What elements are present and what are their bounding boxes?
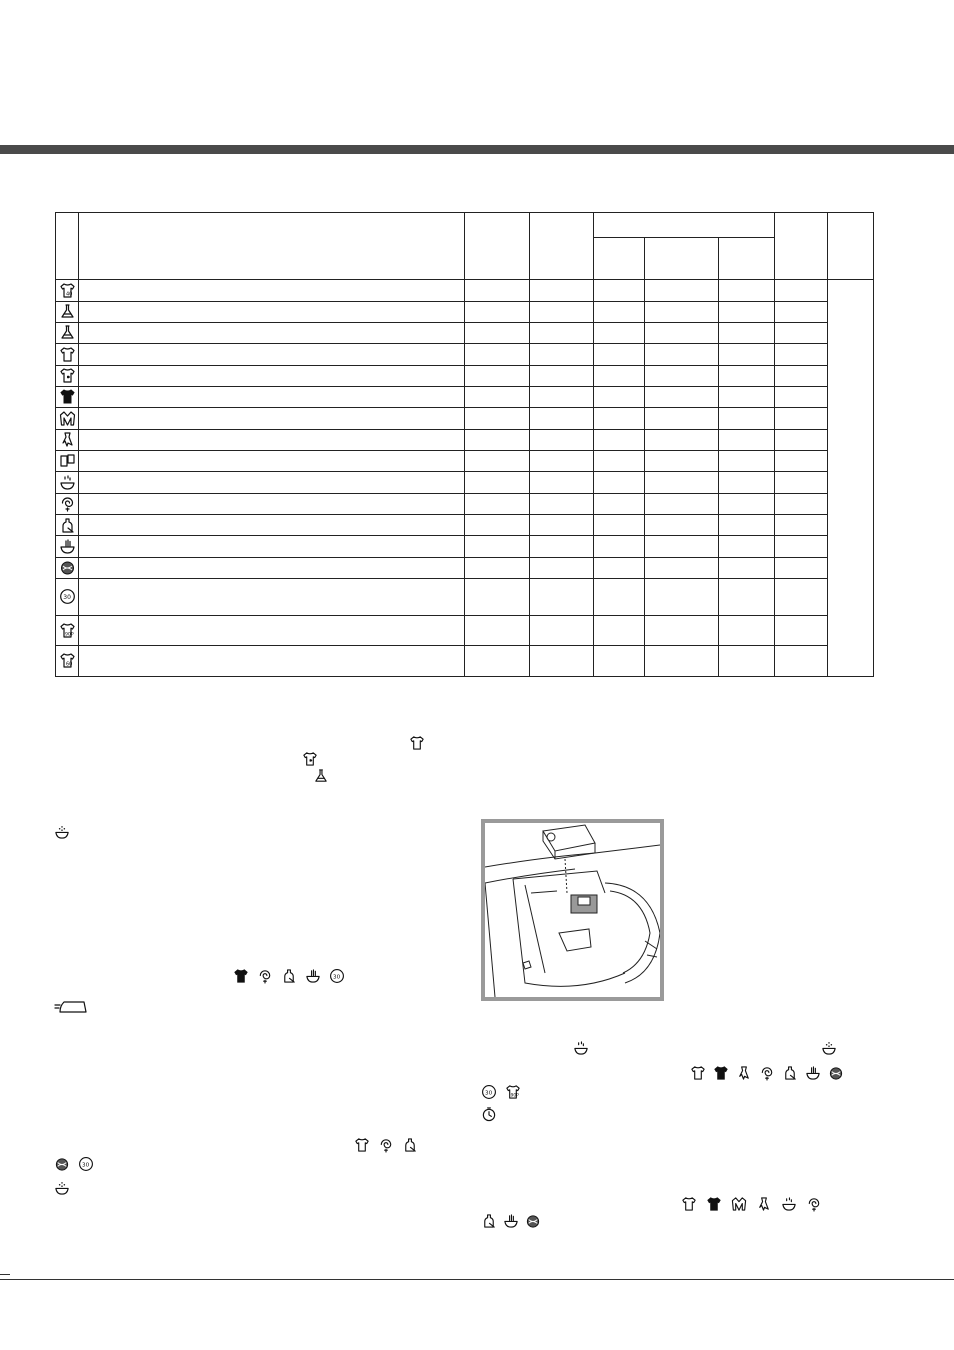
hand-wash-icon bbox=[305, 968, 321, 984]
table-cell bbox=[530, 493, 594, 514]
table-cell bbox=[719, 386, 775, 407]
table-cell bbox=[645, 301, 719, 322]
table-row bbox=[56, 280, 874, 301]
table-cell bbox=[465, 493, 530, 514]
duvet-icon bbox=[59, 452, 76, 469]
wool-icon bbox=[54, 1156, 70, 1172]
detergent-drawer-illustration bbox=[481, 819, 664, 1001]
drain-icon bbox=[59, 517, 76, 534]
rinse-icon bbox=[781, 1196, 797, 1212]
header-cell bbox=[56, 213, 79, 280]
table-cell bbox=[465, 344, 530, 365]
table-cell bbox=[79, 515, 465, 536]
table-cell bbox=[775, 301, 828, 322]
subheader-cell bbox=[645, 238, 719, 280]
table-cell bbox=[594, 301, 645, 322]
express-30-icon bbox=[329, 968, 345, 984]
steam-icon bbox=[54, 1180, 70, 1196]
header-cell bbox=[828, 213, 874, 280]
table-cell bbox=[530, 557, 594, 578]
subheader-cell bbox=[719, 238, 775, 280]
table-cell bbox=[775, 344, 828, 365]
header-cell bbox=[465, 213, 530, 280]
table-cell bbox=[719, 280, 775, 301]
hand-wash-icon bbox=[805, 1065, 821, 1081]
table-row bbox=[56, 322, 874, 343]
program-icon-cell bbox=[56, 301, 79, 322]
table-cell bbox=[645, 646, 719, 677]
table-header-row bbox=[56, 213, 874, 238]
table-cell bbox=[465, 536, 530, 557]
table-cell bbox=[775, 615, 828, 646]
drain-icon bbox=[281, 968, 297, 984]
subheader-cell bbox=[594, 238, 645, 280]
table-cell bbox=[645, 493, 719, 514]
table-cell bbox=[775, 472, 828, 493]
table-cell bbox=[465, 322, 530, 343]
table-cell bbox=[465, 557, 530, 578]
program-icon-cell bbox=[56, 493, 79, 514]
table-cell bbox=[79, 536, 465, 557]
table-row bbox=[56, 493, 874, 514]
table-cell bbox=[828, 280, 874, 677]
table-cell bbox=[775, 451, 828, 472]
table-cell bbox=[645, 515, 719, 536]
table-cell bbox=[79, 386, 465, 407]
table-row bbox=[56, 472, 874, 493]
table-cell bbox=[775, 408, 828, 429]
hand-wash-icon bbox=[503, 1213, 519, 1229]
program-icon-cell bbox=[56, 579, 79, 616]
dark-shirt-icon bbox=[233, 968, 249, 984]
spin-icon bbox=[806, 1196, 822, 1212]
table-cell bbox=[530, 646, 594, 677]
program-icon-cell bbox=[56, 557, 79, 578]
program-icon-cell bbox=[56, 536, 79, 557]
table-cell bbox=[79, 493, 465, 514]
steam-icon bbox=[54, 824, 70, 840]
dark-shirt-icon bbox=[706, 1196, 722, 1212]
table-cell bbox=[530, 365, 594, 386]
table-cell bbox=[719, 301, 775, 322]
table-cell bbox=[465, 408, 530, 429]
table-cell bbox=[594, 280, 645, 301]
program-icon-cell bbox=[56, 472, 79, 493]
table-row bbox=[56, 451, 874, 472]
table-cell bbox=[775, 515, 828, 536]
table-cell bbox=[530, 322, 594, 343]
svg-text:30: 30 bbox=[485, 1090, 493, 1097]
table-cell bbox=[719, 365, 775, 386]
table-cell bbox=[79, 344, 465, 365]
header-cell bbox=[79, 213, 465, 280]
program-icon-cell bbox=[56, 344, 79, 365]
express-30-icon bbox=[481, 1084, 497, 1100]
steam-icon bbox=[821, 1040, 837, 1056]
jacket-icon bbox=[731, 1196, 747, 1212]
table-cell bbox=[465, 365, 530, 386]
table-cell bbox=[530, 451, 594, 472]
table-cell bbox=[79, 280, 465, 301]
header-cell bbox=[530, 213, 594, 280]
shirt-icon bbox=[690, 1065, 706, 1081]
table-cell bbox=[530, 536, 594, 557]
table-cell bbox=[775, 646, 828, 677]
svg-text:90P: 90P bbox=[64, 632, 74, 638]
table-cell bbox=[645, 280, 719, 301]
table-cell bbox=[719, 646, 775, 677]
table-cell bbox=[594, 515, 645, 536]
table-cell bbox=[645, 429, 719, 450]
table-cell bbox=[79, 579, 465, 616]
table-cell bbox=[775, 280, 828, 301]
table-cell bbox=[465, 280, 530, 301]
table-cell bbox=[594, 408, 645, 429]
table-cell bbox=[719, 408, 775, 429]
table-cell bbox=[465, 472, 530, 493]
wool-icon bbox=[828, 1065, 844, 1081]
table-cell bbox=[594, 344, 645, 365]
program-icon-cell bbox=[56, 386, 79, 407]
table-cell bbox=[645, 579, 719, 616]
table-cell bbox=[465, 579, 530, 616]
program-icon-cell bbox=[56, 408, 79, 429]
table-row bbox=[56, 536, 874, 557]
table-cell bbox=[645, 451, 719, 472]
svg-text:30: 30 bbox=[333, 974, 341, 981]
table-cell bbox=[645, 536, 719, 557]
table-cell bbox=[530, 515, 594, 536]
program-icon-cell bbox=[56, 646, 79, 677]
table-cell bbox=[465, 646, 530, 677]
table-cell bbox=[645, 408, 719, 429]
table-cell bbox=[530, 386, 594, 407]
footer-rule bbox=[0, 1279, 954, 1280]
table-cell bbox=[465, 515, 530, 536]
table-cell bbox=[79, 557, 465, 578]
table-cell bbox=[530, 301, 594, 322]
hand-wash-icon bbox=[59, 538, 76, 555]
table-row bbox=[56, 515, 874, 536]
table-cell bbox=[775, 493, 828, 514]
table-cell bbox=[594, 493, 645, 514]
header-group-cell bbox=[594, 213, 775, 238]
table-cell bbox=[594, 646, 645, 677]
table-row bbox=[56, 646, 874, 677]
table-cell bbox=[594, 472, 645, 493]
table-row bbox=[56, 301, 874, 322]
program-icon-cell bbox=[56, 280, 79, 301]
table-cell bbox=[79, 472, 465, 493]
table-cell bbox=[719, 536, 775, 557]
beaker-icon bbox=[313, 768, 329, 784]
table-cell bbox=[719, 429, 775, 450]
table-cell bbox=[719, 472, 775, 493]
table-cell bbox=[79, 646, 465, 677]
table-row bbox=[56, 429, 874, 450]
jacket-icon bbox=[59, 410, 76, 427]
drawer-drawing bbox=[485, 823, 660, 997]
rinse-icon bbox=[573, 1040, 589, 1056]
table-cell bbox=[775, 579, 828, 616]
table-cell bbox=[645, 344, 719, 365]
table-cell bbox=[530, 429, 594, 450]
svg-text:30: 30 bbox=[82, 1162, 90, 1169]
drain-icon bbox=[402, 1137, 418, 1153]
table-cell bbox=[465, 615, 530, 646]
table-cell bbox=[719, 322, 775, 343]
table-cell bbox=[645, 557, 719, 578]
table-cell bbox=[594, 365, 645, 386]
program-icon-cell bbox=[56, 615, 79, 646]
table-cell bbox=[79, 408, 465, 429]
table-cell bbox=[645, 322, 719, 343]
table-row bbox=[56, 365, 874, 386]
timer-icon bbox=[481, 1106, 497, 1122]
table-row bbox=[56, 344, 874, 365]
table-row bbox=[56, 615, 874, 646]
express-30-icon bbox=[78, 1156, 94, 1172]
delicate-garment-icon bbox=[736, 1065, 752, 1081]
table-row bbox=[56, 408, 874, 429]
shirt-stain-icon bbox=[59, 367, 76, 384]
table-cell bbox=[594, 322, 645, 343]
table-cell bbox=[79, 301, 465, 322]
shirt-icon bbox=[354, 1137, 370, 1153]
drain-icon bbox=[481, 1213, 497, 1229]
table-cell bbox=[719, 615, 775, 646]
table-row bbox=[56, 557, 874, 578]
table-cell bbox=[465, 451, 530, 472]
delicate-garment-icon bbox=[756, 1196, 772, 1212]
table-cell bbox=[530, 579, 594, 616]
svg-text:60: 60 bbox=[65, 661, 72, 668]
express-30-icon bbox=[59, 588, 76, 605]
spin-icon bbox=[257, 968, 273, 984]
table-cell bbox=[594, 386, 645, 407]
shirt-icon bbox=[681, 1196, 697, 1212]
table-cell bbox=[719, 344, 775, 365]
table-cell bbox=[775, 536, 828, 557]
table-cell bbox=[465, 386, 530, 407]
table-cell bbox=[719, 557, 775, 578]
table-cell bbox=[530, 615, 594, 646]
table-cell bbox=[594, 579, 645, 616]
cotton-90p-icon bbox=[505, 1084, 521, 1100]
svg-text:90P: 90P bbox=[510, 1093, 519, 1099]
wool-icon bbox=[59, 559, 76, 576]
table-cell bbox=[775, 557, 828, 578]
svg-text:30: 30 bbox=[62, 594, 71, 602]
table-cell bbox=[645, 365, 719, 386]
table-cell bbox=[594, 557, 645, 578]
table-cell bbox=[594, 536, 645, 557]
wool-icon bbox=[525, 1213, 541, 1229]
cotton-40-icon bbox=[59, 282, 76, 299]
drain-icon bbox=[782, 1065, 798, 1081]
table-cell bbox=[79, 365, 465, 386]
table-cell bbox=[79, 322, 465, 343]
table-cell bbox=[775, 429, 828, 450]
program-icon-cell bbox=[56, 515, 79, 536]
table-cell bbox=[594, 451, 645, 472]
table-cell bbox=[645, 472, 719, 493]
table-cell bbox=[530, 280, 594, 301]
cotton-90p-icon bbox=[59, 622, 76, 639]
table-cell bbox=[775, 386, 828, 407]
svg-text:40: 40 bbox=[65, 291, 72, 298]
table-cell bbox=[719, 515, 775, 536]
beaker-icon bbox=[59, 324, 76, 341]
table-cell bbox=[594, 429, 645, 450]
table-cell bbox=[79, 615, 465, 646]
shirt-icon bbox=[59, 346, 76, 363]
table-cell bbox=[719, 451, 775, 472]
table-cell bbox=[645, 386, 719, 407]
table-cell bbox=[465, 301, 530, 322]
corner-mark bbox=[0, 1274, 10, 1275]
table-cell bbox=[719, 579, 775, 616]
table-cell bbox=[530, 408, 594, 429]
dark-shirt-icon bbox=[713, 1065, 729, 1081]
cotton-60-icon bbox=[59, 652, 76, 669]
program-icon-cell bbox=[56, 365, 79, 386]
dark-shirt-icon bbox=[59, 388, 76, 405]
table-cell bbox=[645, 615, 719, 646]
shirt-icon bbox=[409, 735, 425, 751]
program-icon-cell bbox=[56, 451, 79, 472]
table-cell bbox=[594, 615, 645, 646]
iron-icon bbox=[54, 998, 88, 1014]
delicate-garment-icon bbox=[59, 431, 76, 448]
header-rule bbox=[0, 145, 954, 154]
program-icon-cell bbox=[56, 322, 79, 343]
table-cell bbox=[719, 493, 775, 514]
table-row bbox=[56, 579, 874, 616]
spin-icon bbox=[378, 1137, 394, 1153]
program-table bbox=[55, 212, 874, 677]
table-cell bbox=[530, 344, 594, 365]
header-cell bbox=[775, 213, 828, 280]
table-cell bbox=[79, 429, 465, 450]
table-cell bbox=[465, 429, 530, 450]
table-row bbox=[56, 386, 874, 407]
table-cell bbox=[79, 451, 465, 472]
rinse-icon bbox=[59, 474, 76, 491]
program-icon-cell bbox=[56, 429, 79, 450]
table-cell bbox=[530, 472, 594, 493]
spin-icon bbox=[59, 495, 76, 512]
beaker-icon bbox=[59, 303, 76, 320]
shirt-stain-icon bbox=[302, 751, 318, 767]
table-cell bbox=[775, 322, 828, 343]
spin-icon bbox=[759, 1065, 775, 1081]
table-cell bbox=[775, 365, 828, 386]
